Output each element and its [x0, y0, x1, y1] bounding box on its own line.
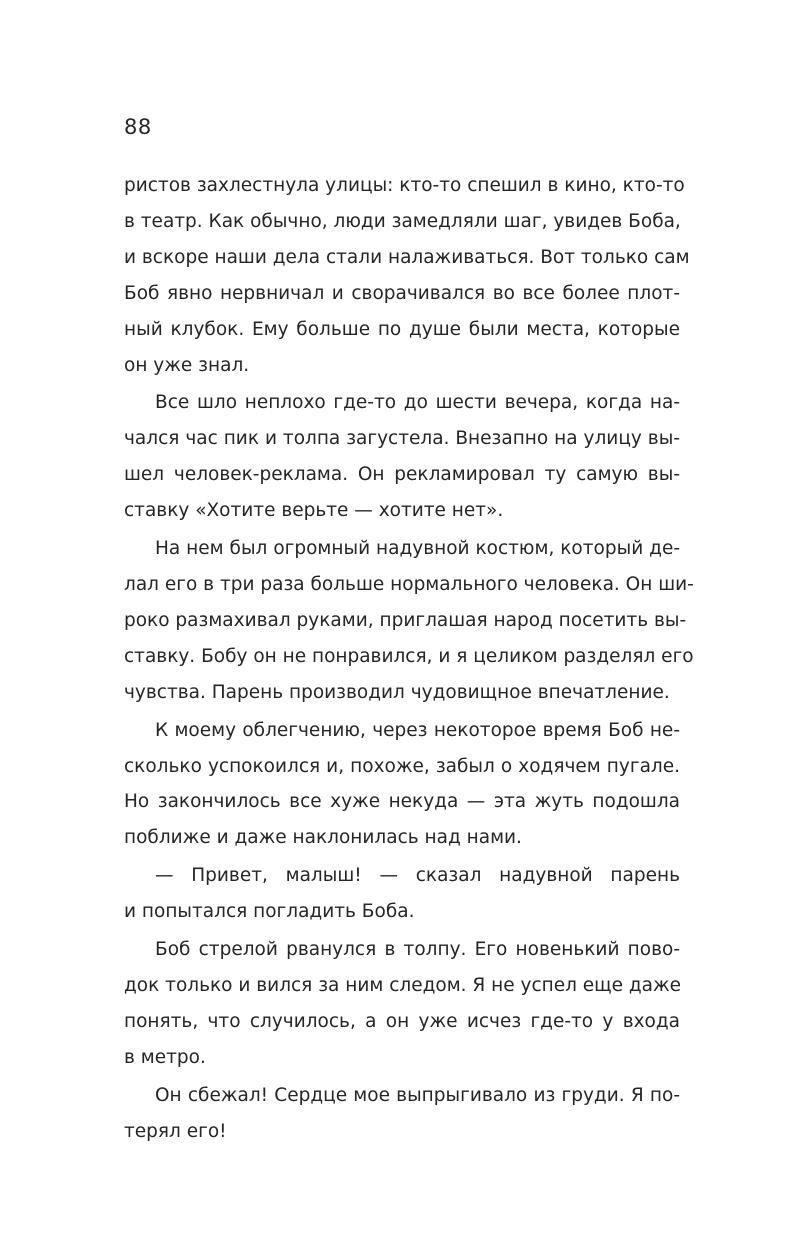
- body-text: [124, 168, 694, 1151]
- text-line: чувства. Парень производил чудовищное впечатление.: [124, 681, 670, 703]
- text-line: Боб явно нервничал и сворачивался во все более плот-: [124, 282, 680, 304]
- text-line: чался час пик и толпа загустела. Внезапно на улицу вы-: [124, 428, 680, 450]
- text-line: и вскоре наши дела стали налаживаться. Вот только сам: [124, 246, 690, 268]
- text-line: К моему облегчению, через некоторое время Боб не-: [155, 719, 680, 741]
- text-line: ставку «Хотите верьте — хотите нет».: [124, 500, 504, 522]
- text-line: Но закончилось все хуже некуда — эта жуть подошла: [124, 791, 680, 813]
- paragraph: [124, 1078, 680, 1150]
- paragraph: [124, 932, 680, 1076]
- text-line: понять, что случилось, а он уже исчез где-то у входа: [124, 1010, 680, 1032]
- text-line: в театр. Как обычно, люди замедляли шаг, увидев Боба,: [124, 210, 681, 232]
- paragraph: [124, 385, 680, 529]
- text-line: Он сбежал! Сердце мое выпрыгивало из груди. Я по-: [155, 1084, 680, 1106]
- text-line: Боб стрелой рванулся в толпу. Его новенький пово-: [155, 939, 680, 961]
- text-line: ный клубок. Ему больше по душе были места, которые: [124, 318, 680, 340]
- text-line: док только и вился за ним следом. Я не успел еще даже: [124, 974, 682, 996]
- text-line: Все шло неплохо где-то до шести вечера, когда на-: [155, 392, 680, 414]
- text-line: терял его!: [124, 1120, 227, 1142]
- text-line: он уже знал.: [124, 354, 250, 376]
- text-line: и попытался погладить Боба.: [124, 901, 415, 923]
- text-line: ристов захлестнула улицы: кто-то спешил в кино, кто-то: [124, 175, 685, 196]
- text-line: сколько успокоился и, похоже, забыл о ходячем пугале.: [124, 755, 680, 777]
- text-line: шел человек-реклама. Он рекламировал ту самую вы-: [124, 464, 680, 486]
- paragraph: [124, 531, 694, 711]
- text-line: На нем был огромный надувной костюм, который де-: [155, 538, 680, 560]
- text-line: лал его в три раза больше нормального человека. Он ши-: [124, 573, 694, 595]
- text-line: поближе и даже наклонилась над нами.: [124, 827, 522, 849]
- page-number: 88: [124, 115, 152, 139]
- text-line: роко размахивал руками, приглашая народ посетить вы-: [124, 609, 687, 631]
- text-line: ставку. Бобу он не понравился, и я целиком разделял его: [124, 645, 694, 667]
- text-line: — Привет, малыш! — сказал надувной парень: [155, 865, 680, 887]
- paragraph: [124, 858, 680, 930]
- paragraph: [124, 168, 690, 383]
- paragraph: [124, 713, 680, 857]
- text-line: в метро.: [124, 1046, 206, 1068]
